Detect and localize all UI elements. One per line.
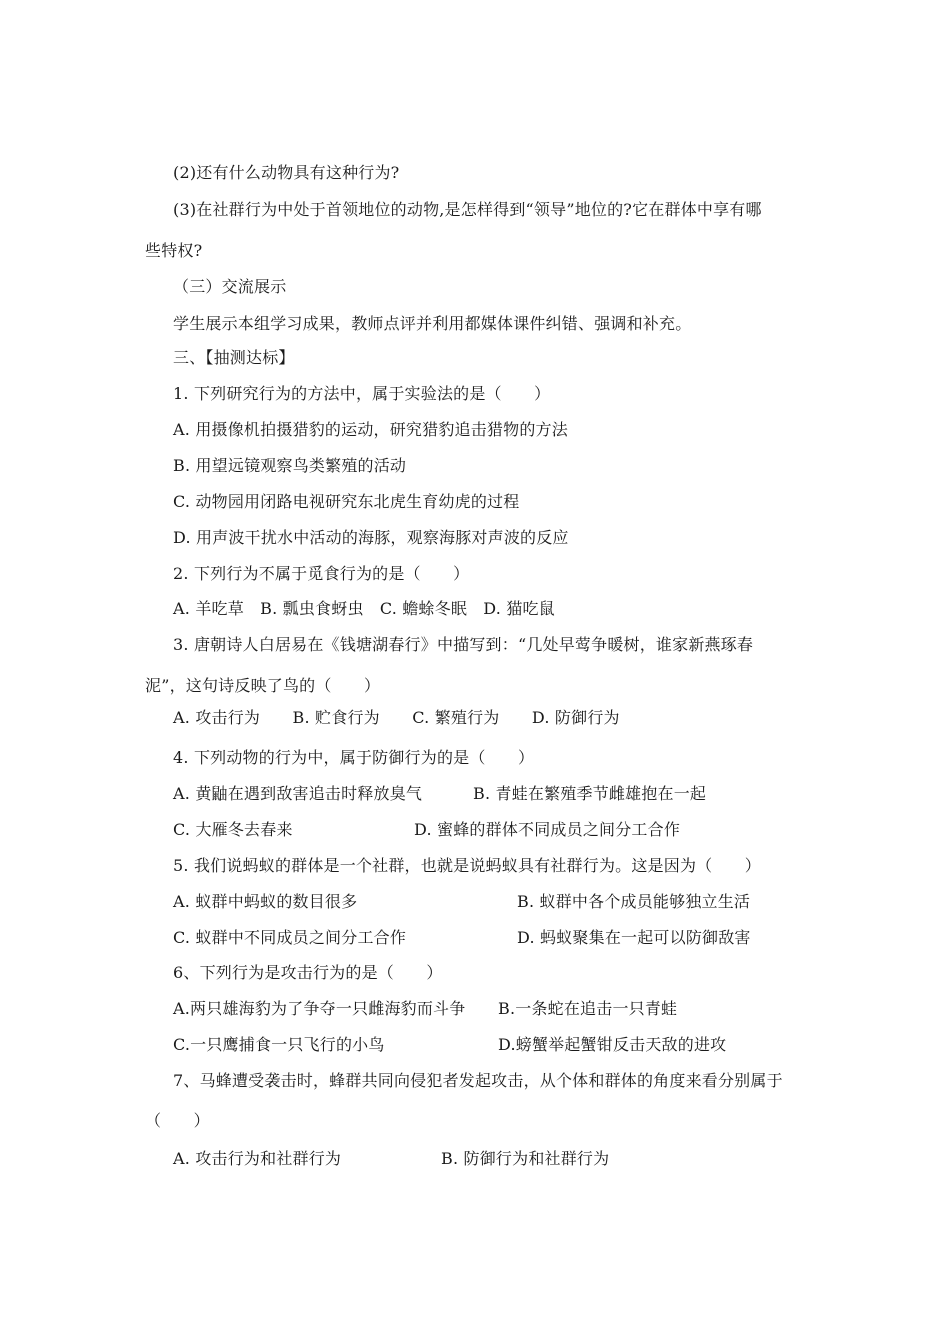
test-heading: 三、【抽测达标】 xyxy=(173,348,295,367)
question-2-text: (2)还有什么动物具有这种行为? xyxy=(173,163,400,182)
question-3-text-line2: 些特权? xyxy=(145,241,203,260)
q5-stem: 5. 我们说蚂蚁的群体是一个社群，也就是说蚂蚁具有社群行为。这是因为（ ） xyxy=(173,856,761,875)
q6-stem: 6、下列行为是攻击行为的是（ ） xyxy=(173,963,443,982)
exchange-text: 学生展示本组学习成果，教师点评并利用都媒体课件纠错、强调和补充。 xyxy=(173,314,692,333)
exchange-heading: （三）交流展示 xyxy=(173,277,287,296)
q2-stem: 2. 下列行为不属于觅食行为的是（ ） xyxy=(173,564,470,583)
q4-option-c: C. 大雁冬去春来 xyxy=(173,820,293,839)
q4-stem: 4. 下列动物的行为中，属于防御行为的是（ ） xyxy=(173,748,535,767)
q4-option-a: A. 黄鼬在遇到敌害追击时释放臭气 xyxy=(173,784,423,803)
q5-option-b: B. 蚁群中各个成员能够独立生活 xyxy=(517,892,751,911)
q1-option-a: A. 用摄像机拍摄猎豹的运动，研究猎豹追击猎物的方法 xyxy=(173,420,568,439)
q3-options: A. 攻击行为 B. 贮食行为 C. 繁殖行为 D. 防御行为 xyxy=(173,708,620,727)
q7-stem-line2: （ ） xyxy=(145,1111,210,1130)
q6-option-d: D.螃蟹举起蟹钳反击天敌的进攻 xyxy=(498,1035,727,1054)
q7-stem-line1: 7、马蜂遭受袭击时，蜂群共同向侵犯者发起攻击，从个体和群体的角度来看分别属于 xyxy=(173,1071,783,1090)
q6-option-c: C.一只鹰捕食一只飞行的小鸟 xyxy=(173,1035,385,1054)
q7-option-b: B. 防御行为和社群行为 xyxy=(441,1149,610,1168)
q5-option-a: A. 蚁群中蚂蚁的数目很多 xyxy=(173,892,358,911)
q1-stem: 1. 下列研究行为的方法中，属于实验法的是（ ） xyxy=(173,384,551,403)
q3-stem-line2: 泥”，这句诗反映了鸟的（ ） xyxy=(145,676,381,695)
q5-option-d: D. 蚂蚁聚集在一起可以防御敌害 xyxy=(517,928,751,947)
q6-option-b: B.一条蛇在追击一只青蛙 xyxy=(498,999,678,1018)
q4-option-d: D. 蜜蜂的群体不同成员之间分工合作 xyxy=(414,820,681,839)
q3-stem-line1: 3. 唐朝诗人白居易在《钱塘湖春行》中描写到：“几处早莺争暖树，谁家新燕琢春 xyxy=(173,635,754,654)
q2-options: A. 羊吃草 B. 瓢虫食蚜虫 C. 蟾蜍冬眠 D. 猫吃鼠 xyxy=(173,599,555,618)
q1-option-b: B. 用望远镜观察鸟类繁殖的活动 xyxy=(173,456,407,475)
question-3-text-line1: (3)在社群行为中处于首领地位的动物,是怎样得到“领导”地位的?它在群体中享有哪 xyxy=(173,200,762,219)
q1-option-c: C. 动物园用闭路电视研究东北虎生育幼虎的过程 xyxy=(173,492,520,511)
q7-option-a: A. 攻击行为和社群行为 xyxy=(173,1149,342,1168)
q1-option-d: D. 用声波干扰水中活动的海豚，观察海豚对声波的反应 xyxy=(173,528,569,547)
q5-option-c: C. 蚁群中不同成员之间分工合作 xyxy=(173,928,407,947)
q6-option-a: A.两只雄海豹为了争夺一只雌海豹而斗争 xyxy=(173,999,466,1018)
q4-option-b: B. 青蛙在繁殖季节雌雄抱在一起 xyxy=(473,784,707,803)
